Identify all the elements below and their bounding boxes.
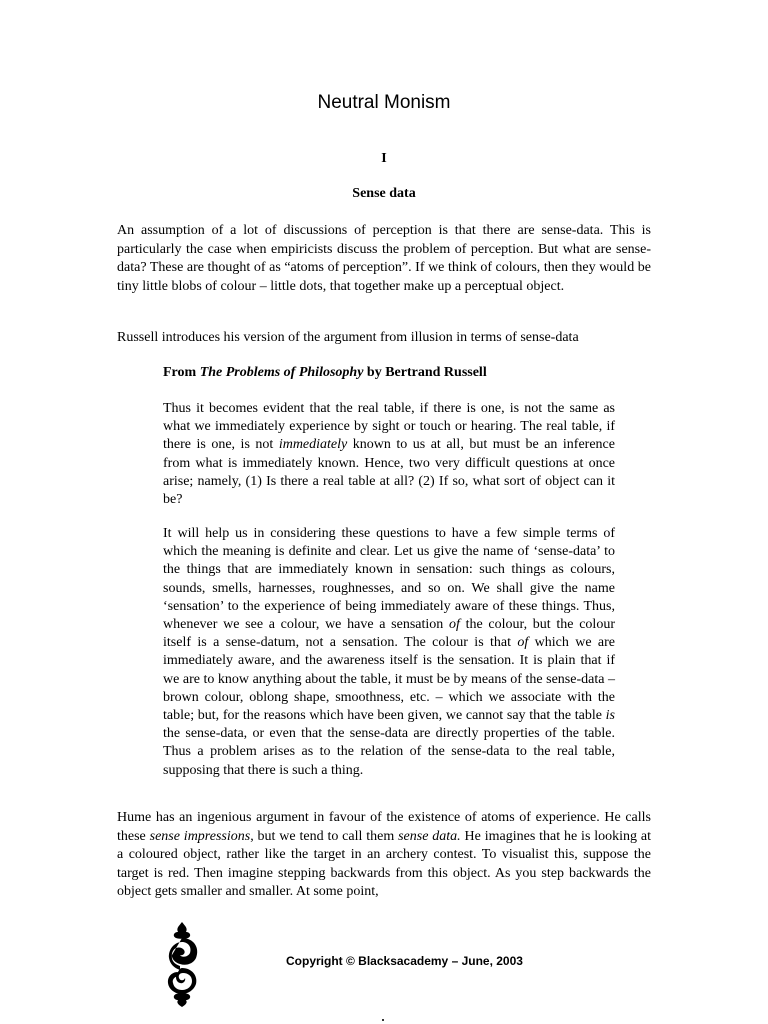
quote-paragraph-1 [163, 400, 615, 509]
quote-1-emphasis: immediately [278, 437, 348, 453]
page-mark [382, 1019, 384, 1021]
hume-text-b: , but we tend to call them [250, 828, 399, 844]
quote-2-text-d: the sense-data, or even that the sense-data are directly properties of the table. Thus a problem arises as to the relation of the sense-data to the real table, supposing that there is such a thing. [163, 726, 615, 778]
russell-intro-paragraph: Russell introduces his version of the argument from illusion in terms of sense-data [117, 330, 579, 345]
hume-text-a: Hume has an ingenious argument in favour of the existence of atoms of experience. He calls these [117, 810, 651, 844]
quote-1-text-b: known to us at all, but must be an inference from what is immediately known. Hence, two very difficult questions at once arise; namely, (1) Is there a real table at all? (2) If so, what sort of object can it be? [163, 437, 615, 508]
source-prefix: From [163, 365, 200, 380]
hume-text-c: He imagines that he is looking at a coloured object, rather like the target in an archery contest. To visualist this, suppose the target is red. Then imagine stepping backwards from this object. As you step backwards the object gets smaller and smaller. At some point, [117, 828, 651, 899]
quote-2-text-b: the colour, but the colour itself is a sense-datum, not a sensation. The colour is that [163, 617, 615, 651]
quote-2-text-c: which we are immediately aware, and the awareness itself is the sensation. It is plain that if we are to know anything about the table, it must be by means of the sense-data – brown colour, oblong shape, smoothness, etc. – which we associate with the table; but, for the reasons which have been given, we cannot say that the table [163, 635, 615, 724]
quote-1-text-a: Thus it becomes evident that the real table, if there is one, is not the same as what we immediately experience by sight or touch or hearing. The real table, if there is one, is not [163, 401, 615, 453]
quote-2-emphasis-is: is [605, 708, 615, 724]
quote-paragraph-2 [163, 525, 615, 780]
hume-emphasis-sense-impressions: sense impressions [149, 828, 251, 844]
source-author: by Bertrand Russell [363, 365, 487, 380]
blacksacademy-logo-icon [160, 920, 204, 1008]
hume-emphasis-sense-data: sense data. [398, 828, 461, 844]
section-heading: Sense data [352, 186, 416, 201]
section-number: I [381, 151, 387, 166]
hume-paragraph [117, 809, 651, 902]
quote-source [163, 365, 487, 381]
copyright-footer: Copyright © Blacksacademy – June, 2003 [286, 954, 523, 968]
quote-2-text-a: It will help us in considering these questions to have a few simple terms of which the meaning is definite and clear. Let us give the name of ‘sense-data’ to the things that are immediately known in sensation: such things as colours, sounds, smells, harnesses, roughnesses, and so on. We shall give the name ‘sensation’ to the experience of being immediately aware of these things. Thus, whenever we see a colour, we have a sensation [163, 526, 615, 633]
source-book-title: The Problems of Philosophy [199, 365, 364, 380]
quote-2-emphasis-of-1: of [448, 617, 460, 633]
page-title: Neutral Monism [317, 92, 451, 113]
intro-paragraph: An assumption of a lot of discussions of perception is that there are sense-data. This is particularly the case when empiricists discuss the problem of perception. But what are sense-data? These are thought of as “atoms of perception”. If we think of colours, then they would be tiny little blobs of colour – little dots, that together make up a perceptual object. [117, 223, 651, 294]
quote-2-emphasis-of-2: of [517, 635, 529, 651]
